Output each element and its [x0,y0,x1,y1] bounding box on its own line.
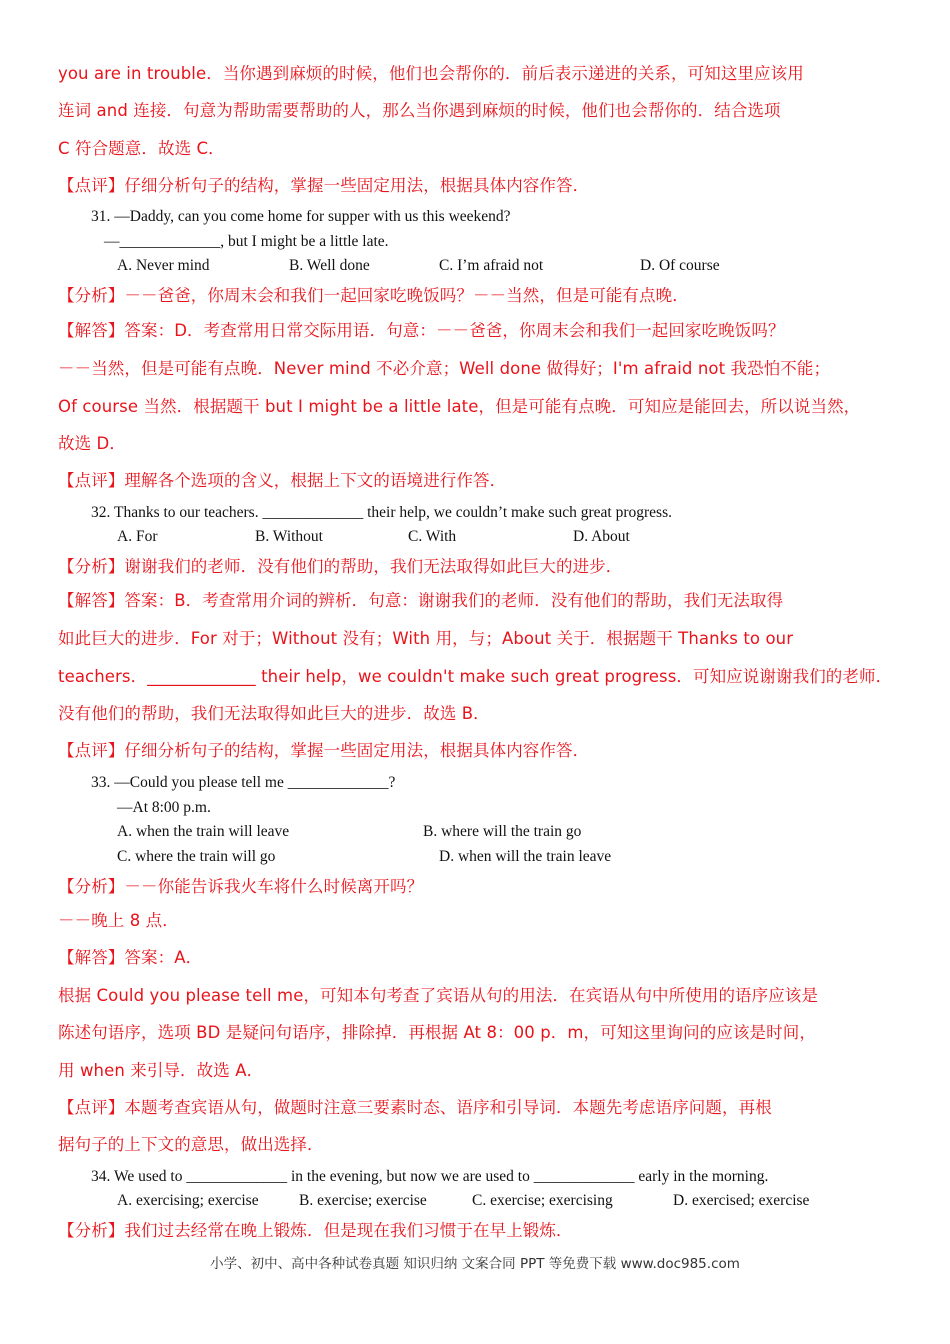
intro-line-2: 连词 and 连接．句意为帮助需要帮助的人，那么当你遇到麻烦的时候，他们也会帮你的．结合选项 [58,101,781,120]
q32-answer-line-1: 【解答】答案：B．考查常用介词的辨析．句意：谢谢我们的老师．没有他们的帮助，我们无法取得 [58,591,784,610]
q33-analysis-line-2: －－晚上 8 点． [58,911,179,930]
q33-answer-line-3: 用 when 来引导．故选 A． [58,1061,264,1080]
q34-option-a: A. exercising; exercise [117,1192,259,1209]
q31-reply: —_____________, but I might be a little late. [104,233,389,250]
q31-option-b: B. Well done [289,257,370,274]
q33-stem: 33. —Could you please tell me _____________? [91,774,396,791]
intro-line-1: you are in trouble．当你遇到麻烦的时候，他们也会帮你的．前后表示递进的关系，可知这里应该用 [58,64,804,83]
q33-comment-line-2: 据句子的上下文的意思，做出选择． [58,1135,324,1154]
q32-answer-line-2: 如此巨大的进步．For 对于；Without 没有；With 用，与；About 关于．根据题干 Thanks to our [58,629,794,648]
q33-answer-line-1: 根据 Could you please tell me，可知本句考查了宾语从句的用法．在宾语从句中所使用的语序应该是 [58,986,819,1005]
q32-option-a: A. For [117,528,158,545]
q34-option-c: C. exercise; exercising [472,1192,613,1209]
q33-answer-line-2: 陈述句语序，选项 BD 是疑问句语序，排除掉．再根据 At 8：00 p．m，可知这里询问的应该是时间， [58,1023,816,1042]
q33-option-a: A. when the train will leave [117,823,290,840]
q32-option-d: D. About [573,528,630,545]
q33-option-d: D. when will the train leave [439,848,612,865]
q31-option-d: D. Of course [640,257,720,274]
q33-option-c: C. where the train will go [117,848,276,865]
q32-comment: 【点评】仔细分析句子的结构，掌握一些固定用法，根据具体内容作答． [58,741,590,760]
page-footer: 小学、初中、高中各种试卷真题 知识归纳 文案合同 PPT 等免费下载 www.doc985.com [210,1256,740,1272]
q34-analysis: 【分析】我们过去经常在晚上锻炼．但是现在我们习惯于在早上锻炼． [58,1221,573,1240]
q32-answer-line-3: teachers．_____________ their help，we couldn't make such great progress．可知应说谢谢我们的老师． [58,667,893,686]
q33-comment-line-1: 【点评】本题考查宾语从句，做题时注意三要素时态、语序和引导词．本题先考虑语序问题，再根 [58,1098,772,1117]
q34-options [117,1192,917,1212]
q32-analysis: 【分析】谢谢我们的老师．没有他们的帮助，我们无法取得如此巨大的进步． [58,557,623,576]
q33-reply: —At 8:00 p.m. [117,799,211,816]
q32-option-b: B. Without [255,528,323,545]
q31-answer-line-2: －－当然，但是可能有点晚．Never mind 不必介意；Well done 做得好；I'm afraid not 我恐怕不能； [58,359,831,378]
q32-option-c: C. With [408,528,457,545]
q32-answer-line-4: 没有他们的帮助，我们无法取得如此巨大的进步．故选 B． [58,704,490,723]
q33-option-b: B. where will the train go [423,823,582,840]
q31-comment: 【点评】理解各个选项的含义，根据上下文的语境进行作答． [58,471,507,490]
q34-stem: 34. We used to _____________ in the evening, but now we are used to _____________ early in the morning. [91,1168,769,1185]
intro-line-3: C 符合题意．故选 C． [58,139,225,158]
intro-comment: 【点评】仔细分析句子的结构，掌握一些固定用法，根据具体内容作答． [58,176,590,195]
q31-analysis: 【分析】－－爸爸，你周末会和我们一起回家吃晚饭吗？－－当然，但是可能有点晚． [58,286,689,305]
q31-options [117,257,917,277]
q33-analysis-line-1: 【分析】－－你能告诉我火车将什么时候离开吗？ [58,877,424,896]
q31-answer-line-3: Of course 当然．根据题干 but I might be a little late，但是可能有点晚．可知应是能回去，所以说当然， [58,397,861,416]
q31-stem: 31. —Daddy, can you come home for supper with us this weekend? [91,208,511,225]
q32-options [117,528,917,548]
q31-answer-line-4: 故选 D． [58,434,126,453]
q31-answer-line-1: 【解答】答案：D．考查常用日常交际用语．句意：－－爸爸，你周末会和我们一起回家吃晚饭吗？ [58,321,785,340]
q33-answer-head: 【解答】答案：A． [58,948,203,967]
q34-option-d: D. exercised; exercise [673,1192,810,1209]
q31-option-a: A. Never mind [117,257,210,274]
q32-stem: 32. Thanks to our teachers. _____________ their help, we couldn’t make such great progress. [91,504,672,521]
q34-option-b: B. exercise; exercise [299,1192,427,1209]
q31-option-c: C. I’m afraid not [439,257,544,274]
